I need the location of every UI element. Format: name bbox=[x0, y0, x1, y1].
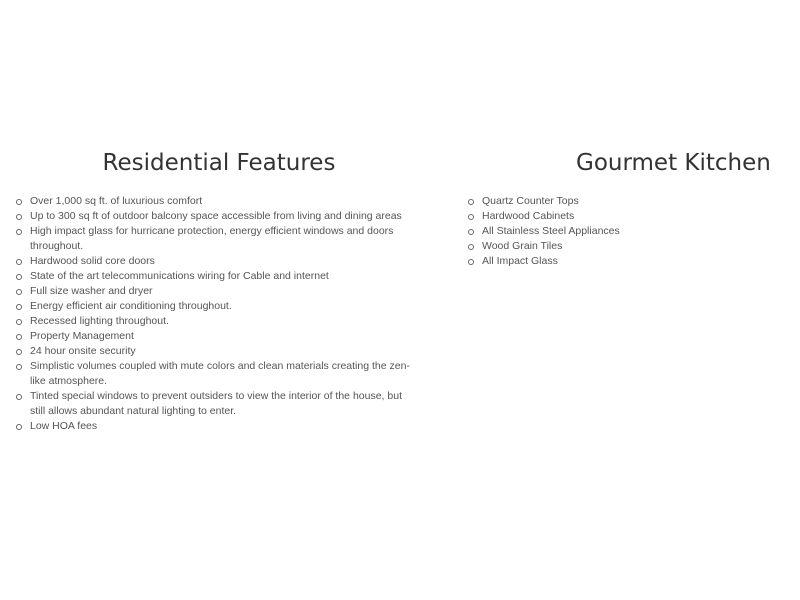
residential-features-title: Residential Features bbox=[102, 150, 336, 176]
list-item: Energy efficient air conditioning throughout. bbox=[14, 299, 414, 314]
list-item: Low HOA fees bbox=[14, 419, 414, 434]
list-item: Hardwood Cabinets bbox=[466, 209, 786, 224]
list-item: High impact glass for hurricane protection, energy efficient windows and doors throughout. bbox=[14, 224, 414, 254]
list-item: All Stainless Steel Appliances bbox=[466, 224, 786, 239]
gourmet-kitchen-title: Gourmet Kitchen bbox=[576, 150, 771, 176]
list-item: All Impact Glass bbox=[466, 254, 786, 269]
list-item: Recessed lighting throughout. bbox=[14, 314, 414, 329]
gourmet-kitchen-section bbox=[466, 148, 786, 269]
list-item: Hardwood solid core doors bbox=[14, 254, 414, 269]
list-item: Simplistic volumes coupled with mute colors and clean materials creating the zen-like atmosphere. bbox=[14, 359, 414, 389]
list-item: Wood Grain Tiles bbox=[466, 239, 786, 254]
residential-features-section bbox=[14, 148, 414, 434]
list-item: Property Management bbox=[14, 329, 414, 344]
list-item: 24 hour onsite security bbox=[14, 344, 414, 359]
list-item: Full size washer and dryer bbox=[14, 284, 414, 299]
list-item: Tinted special windows to prevent outsiders to view the interior of the house, but still allows abundant natural lighting to enter. bbox=[14, 389, 414, 419]
list-item: State of the art telecommunications wiring for Cable and internet bbox=[14, 269, 414, 284]
gourmet-kitchen-list bbox=[466, 194, 786, 269]
list-item: Quartz Counter Tops bbox=[466, 194, 786, 209]
residential-features-list bbox=[14, 194, 414, 434]
list-item: Up to 300 sq ft of outdoor balcony space accessible from living and dining areas bbox=[14, 209, 414, 224]
list-item: Over 1,000 sq ft. of luxurious comfort bbox=[14, 194, 414, 209]
